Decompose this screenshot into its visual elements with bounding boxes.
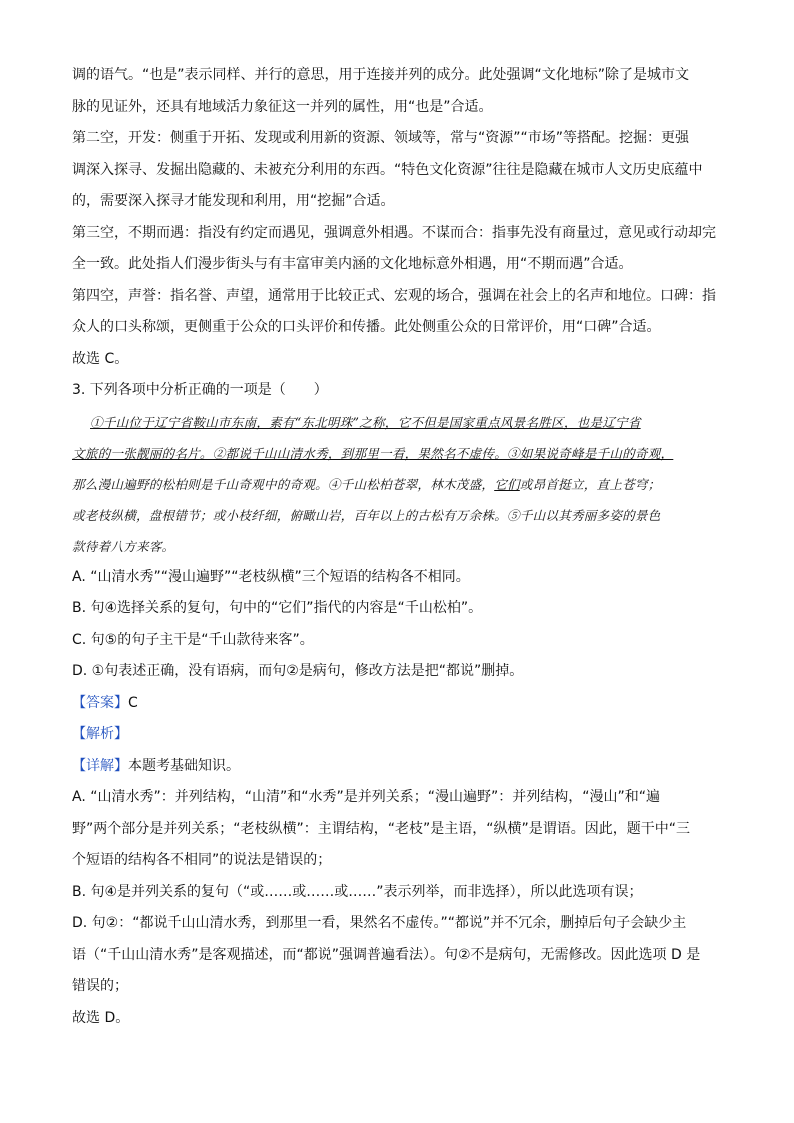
analysis-line: 调深入探寻、发掘出隐藏的、未被充分利用的东西。“特色文化资源”往往是隐藏在城市人文历史底蕴中 [72, 161, 703, 178]
passage-line: 文旅的一张靓丽的名片。②都说千山山清水秀，到那里一看，果然名不虚传。③如果说奇峰是千山的奇观， [72, 445, 674, 461]
analysis-line: 调的语气。“也是”表示同样、并行的意思，用于连接并列的成分。此处强调“文化地标”除了是城市文 [72, 67, 690, 83]
option-c: C. 句⑤的句子主干是“千山款待来客”。 [72, 631, 314, 648]
analysis-line: 全一致。此处指人们漫步街头与有丰富审美内涵的文化地标意外相遇，用“不期而遇”合适。 [72, 256, 633, 272]
passage-line: ①千山位于辽宁省鞍山市东南，素有“东北明珠”之称，它不但是国家重点风景名胜区，也是辽宁省 [90, 414, 641, 430]
explanation-line: 野”两个部分是并列关系；“老枝纵横”：主谓结构，“老枝”是主语，“纵横”是谓语。因此，题干中“三 [72, 820, 691, 837]
underlined-pronoun: 它们 [494, 476, 520, 492]
analysis-line: 第二空，开发：侧重于开拓、发现或利用新的资源、领域等，常与“资源”“市场”等搭配。挖掘：更强 [72, 130, 690, 146]
explanation-line: A. “山清水秀”：并列结构，“山清”和“水秀”是并列关系；“漫山遍野”：并列结构，“漫山”和“遍 [72, 789, 661, 805]
conclusion-line: 故选 C。 [72, 350, 129, 367]
analysis-line: 第三空，不期而遇：指没有约定而遇见，强调意外相遇。不谋而合：指事先没有商量过，意见或行动却完 [72, 224, 716, 241]
explanation-line: D. 句②：“都说千山山清水秀，到那里一看，果然名不虚传。”“都说”并不冗余，删掉后句子会缺少主 [72, 915, 687, 931]
explanation-line: 个短语的结构各不相同”的说法是错误的； [72, 852, 332, 868]
question-stem: 3. 下列各项中分析正确的一项是（ ） [72, 382, 328, 398]
analysis-line: 的，需要深入探寻才能发现和利用，用“挖掘”合适。 [72, 193, 395, 209]
passage-line: 款待着八方来客。 [72, 538, 175, 554]
final-answer-line: 故选 D。 [72, 1009, 130, 1026]
analysis-heading [72, 719, 724, 751]
detail-row [72, 751, 724, 783]
passage-line: 或老枝纵横，盘根错节；或小枝纤细，俯瞰山岩，百年以上的古松有万余株。⑤千山以其秀丽多姿的景色 [72, 507, 661, 523]
passage-text: 或昂首挺立，直上苍穹； [519, 476, 661, 492]
answer-label: 【答案】 [72, 694, 128, 711]
answer-row [72, 688, 724, 720]
analysis-label: 【解析】 [72, 726, 128, 742]
analysis-line: 众人的口头称颂，更侧重于公众的口头评价和传播。此处侧重公众的日常评价，用“口碑”合适。 [72, 319, 661, 335]
option-d: D. ①句表述正确，没有语病，而句②是病句，修改方法是把“都说”删掉。 [72, 663, 524, 679]
explanation-line: 语（“千山山清水秀”是客观描述，而“都说”强调普遍看法）。句②不是病句，无需修改。因此选项 D 是 [72, 946, 701, 963]
answer-value: C [128, 694, 138, 711]
detail-text: 本题考基础知识。 [128, 757, 240, 774]
explanation-line: B. 句④是并列关系的复句（“或……或……或……”表示列举，而非选择），所以此选项有误； [72, 883, 643, 900]
passage [72, 407, 724, 562]
passage-line [72, 469, 724, 500]
explanation-line: 错误的； [72, 978, 128, 994]
passage-text: 那么漫山遍野的松柏则是千山奇观中的奇观。④千山松柏苍翠，林木茂盛， [72, 476, 495, 492]
option-a: A. “山清水秀”“漫山遍野”“老枝纵横”三个短语的结构各不相同。 [72, 568, 470, 585]
analysis-line: 第四空，声誉：指名誉、声望，通常用于比较正式、宏观的场合，强调在社会上的名声和地位。口碑：指 [72, 287, 716, 304]
document-page [72, 60, 724, 1034]
detail-label: 【详解】 [72, 757, 128, 774]
option-b: B. 句④选择关系的复句，句中的“它们”指代的内容是“千山松柏”。 [72, 600, 483, 616]
analysis-line: 脉的见证外，还具有地域活力象征这一并列的属性，用“也是”合适。 [72, 98, 493, 115]
